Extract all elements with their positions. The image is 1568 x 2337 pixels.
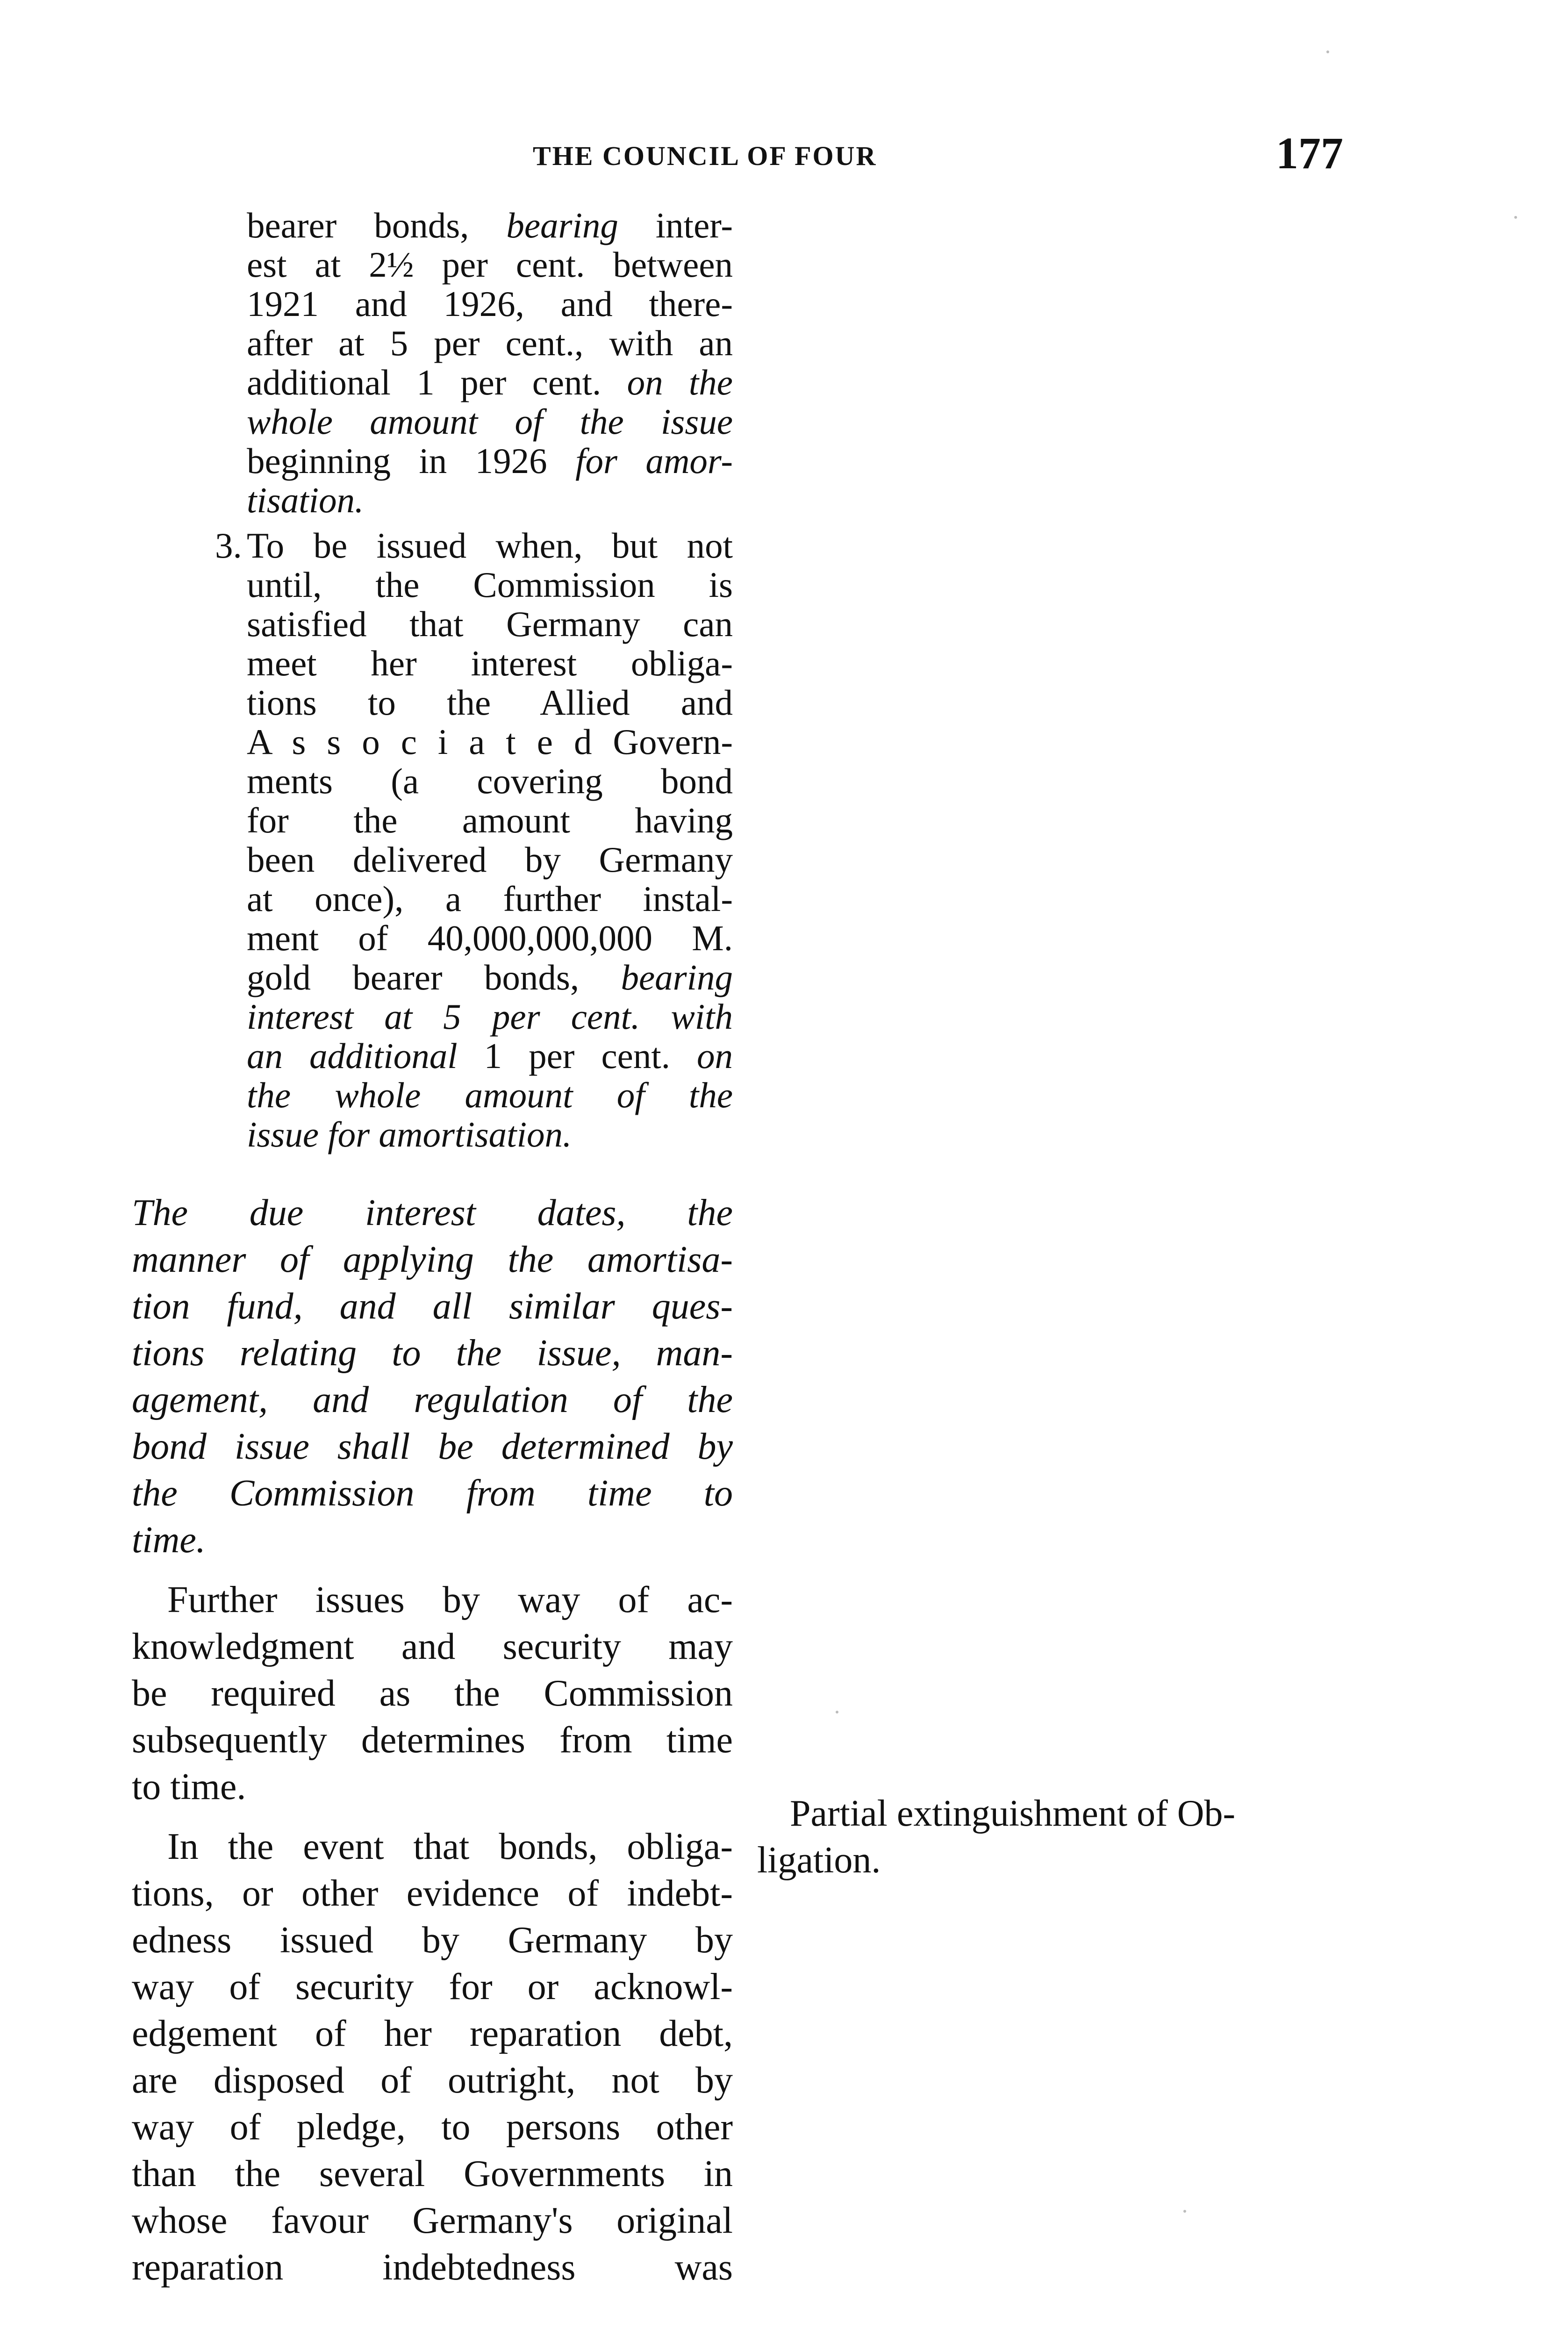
text-run: way of security for or acknowl- xyxy=(132,1966,733,2007)
text-line xyxy=(247,1075,733,1115)
text-line xyxy=(132,1577,733,1623)
text-run: A s s o c i a t e d Govern- xyxy=(247,722,733,762)
text-run: beginning in 1926 xyxy=(247,441,576,481)
italic-text: tion fund, and all similar ques- xyxy=(132,1286,733,1327)
text-line xyxy=(132,1517,733,1563)
text-line xyxy=(132,2057,733,2104)
text-line xyxy=(132,1330,733,1376)
text-line xyxy=(247,644,733,683)
italic-text: bond issue shall be determined by xyxy=(132,1426,733,1467)
italic-text: tions relating to the issue, man- xyxy=(132,1333,733,1374)
text-line xyxy=(132,1283,733,1330)
text-line xyxy=(132,1623,733,1670)
italic-text: bearing xyxy=(621,957,733,997)
text-run: ment of 40,000,000,000 M. xyxy=(247,918,733,958)
marginal-note-line: Partial extinguishment of Ob- xyxy=(790,1793,1236,1834)
text-run: satisfied that Germany can xyxy=(247,604,733,644)
list-item-2-lines xyxy=(247,206,733,520)
italic-text: on xyxy=(696,1036,733,1076)
text-line xyxy=(132,1964,733,2010)
text-line xyxy=(132,1376,733,1423)
running-head: THE COUNCIL OF FOUR xyxy=(533,141,877,171)
text-line xyxy=(132,2104,733,2151)
text-line xyxy=(247,402,733,441)
text-line xyxy=(247,761,733,801)
text-run: edgement of her reparation debt, xyxy=(132,2013,733,2054)
text-line xyxy=(247,323,733,363)
text-run: to time. xyxy=(132,1766,246,1807)
italic-text: the Commission from time to xyxy=(132,1473,733,1514)
text-line xyxy=(132,1717,733,1764)
text-run: additional 1 per cent. xyxy=(247,362,627,402)
text-run: until, the Commission is xyxy=(247,565,733,605)
text-run: subsequently determines from time xyxy=(132,1720,733,1761)
text-run: than the several Governments in xyxy=(132,2153,733,2194)
text-run: after at 5 per cent., with an xyxy=(247,323,733,363)
text-line xyxy=(247,997,733,1036)
text-line xyxy=(132,1764,733,1810)
text-run: 1921 and 1926, and there- xyxy=(247,284,733,324)
text-run: for the amount having xyxy=(247,800,733,840)
text-run: To be issued when, but not xyxy=(247,525,733,566)
text-line xyxy=(247,840,733,879)
text-run: reparation indebtedness was xyxy=(132,2247,733,2288)
text-line xyxy=(247,245,733,284)
list-item-3 xyxy=(215,526,733,1154)
text-line xyxy=(247,526,733,565)
text-run: ments (a covering bond xyxy=(247,761,733,801)
italic-text: for amor- xyxy=(575,441,733,481)
text-run: are disposed of outright, not by xyxy=(132,2060,733,2101)
text-line xyxy=(247,441,733,480)
paragraph-event-of-disposal xyxy=(132,1823,733,2291)
italic-text: on the xyxy=(627,362,733,402)
text-line xyxy=(247,1115,733,1154)
text-run: Further issues by way of ac- xyxy=(167,1579,733,1620)
text-line xyxy=(132,1236,733,1283)
italic-text: the whole amount of the xyxy=(247,1075,733,1115)
text-run: edness issued by Germany by xyxy=(132,1920,733,1961)
italic-text: an additional xyxy=(247,1036,458,1076)
text-line xyxy=(132,2010,733,2057)
italic-text: The due interest dates, the xyxy=(132,1192,733,1233)
text-line xyxy=(132,2197,733,2244)
marginal-note-line: ligation. xyxy=(757,1840,881,1881)
list-item-3-lines xyxy=(247,526,733,1154)
italic-text: issue for amortisation. xyxy=(247,1114,572,1154)
text-line xyxy=(132,1870,733,1917)
text-line xyxy=(247,683,733,722)
text-run: bearer bonds, xyxy=(247,205,507,245)
text-run: 1 per cent. xyxy=(457,1036,697,1076)
text-line xyxy=(132,2151,733,2197)
paper-speck xyxy=(1326,50,1329,53)
text-run: been delivered by Germany xyxy=(247,839,733,880)
italic-text: manner of applying the amortisa- xyxy=(132,1239,733,1280)
text-line xyxy=(247,1036,733,1075)
text-run: tions to the Allied and xyxy=(247,682,733,723)
italic-text: whole amount of the issue xyxy=(247,401,733,442)
page-header xyxy=(0,127,1568,183)
italic-text: tisation. xyxy=(247,480,364,520)
text-line xyxy=(132,1823,733,1870)
text-run: whose favour Germany's original xyxy=(132,2200,733,2241)
text-line xyxy=(132,1423,733,1470)
text-run: tions, or other evidence of indebt- xyxy=(132,1873,733,1914)
text-run: be required as the Commission xyxy=(132,1673,733,1714)
text-line xyxy=(247,565,733,604)
text-line xyxy=(247,284,733,323)
text-line xyxy=(132,1670,733,1717)
list-item-2-continuation xyxy=(247,206,733,520)
text-line xyxy=(247,958,733,997)
text-line xyxy=(132,1190,733,1236)
text-line xyxy=(132,1917,733,1964)
text-line xyxy=(247,918,733,958)
text-line xyxy=(247,480,733,520)
text-run: gold bearer bonds, xyxy=(247,957,621,997)
text-run: knowledgment and security may xyxy=(132,1626,733,1667)
text-line xyxy=(132,1470,733,1517)
list-item-number: 3. xyxy=(215,525,242,566)
italic-text: bearing xyxy=(506,205,618,245)
page-number: 177 xyxy=(1276,128,1343,178)
text-run: inter- xyxy=(618,205,733,245)
main-text-column xyxy=(132,1190,733,2291)
text-run: way of pledge, to persons other xyxy=(132,2107,733,2148)
marginal-note xyxy=(757,1790,1360,1884)
italic-text: interest at 5 per cent. with xyxy=(247,996,733,1037)
text-line xyxy=(247,206,733,245)
paper-speck xyxy=(1514,216,1517,219)
paper-speck xyxy=(836,1711,838,1713)
italic-text: agement, and regulation of the xyxy=(132,1379,733,1420)
text-run: meet her interest obliga- xyxy=(247,643,733,683)
paper-speck xyxy=(1183,2210,1186,2213)
text-run: In the event that bonds, obliga- xyxy=(167,1826,733,1867)
text-run: est at 2½ per cent. between xyxy=(247,244,733,285)
italic-text: time. xyxy=(132,1520,206,1561)
text-line xyxy=(247,363,733,402)
text-line xyxy=(247,722,733,761)
text-line xyxy=(247,604,733,644)
paragraph-further-issues xyxy=(132,1577,733,1810)
paragraph-interest-dates xyxy=(132,1190,733,1563)
text-line xyxy=(247,879,733,918)
text-run: at once), a further instal- xyxy=(247,879,733,919)
text-line xyxy=(132,2244,733,2291)
text-line xyxy=(247,801,733,840)
